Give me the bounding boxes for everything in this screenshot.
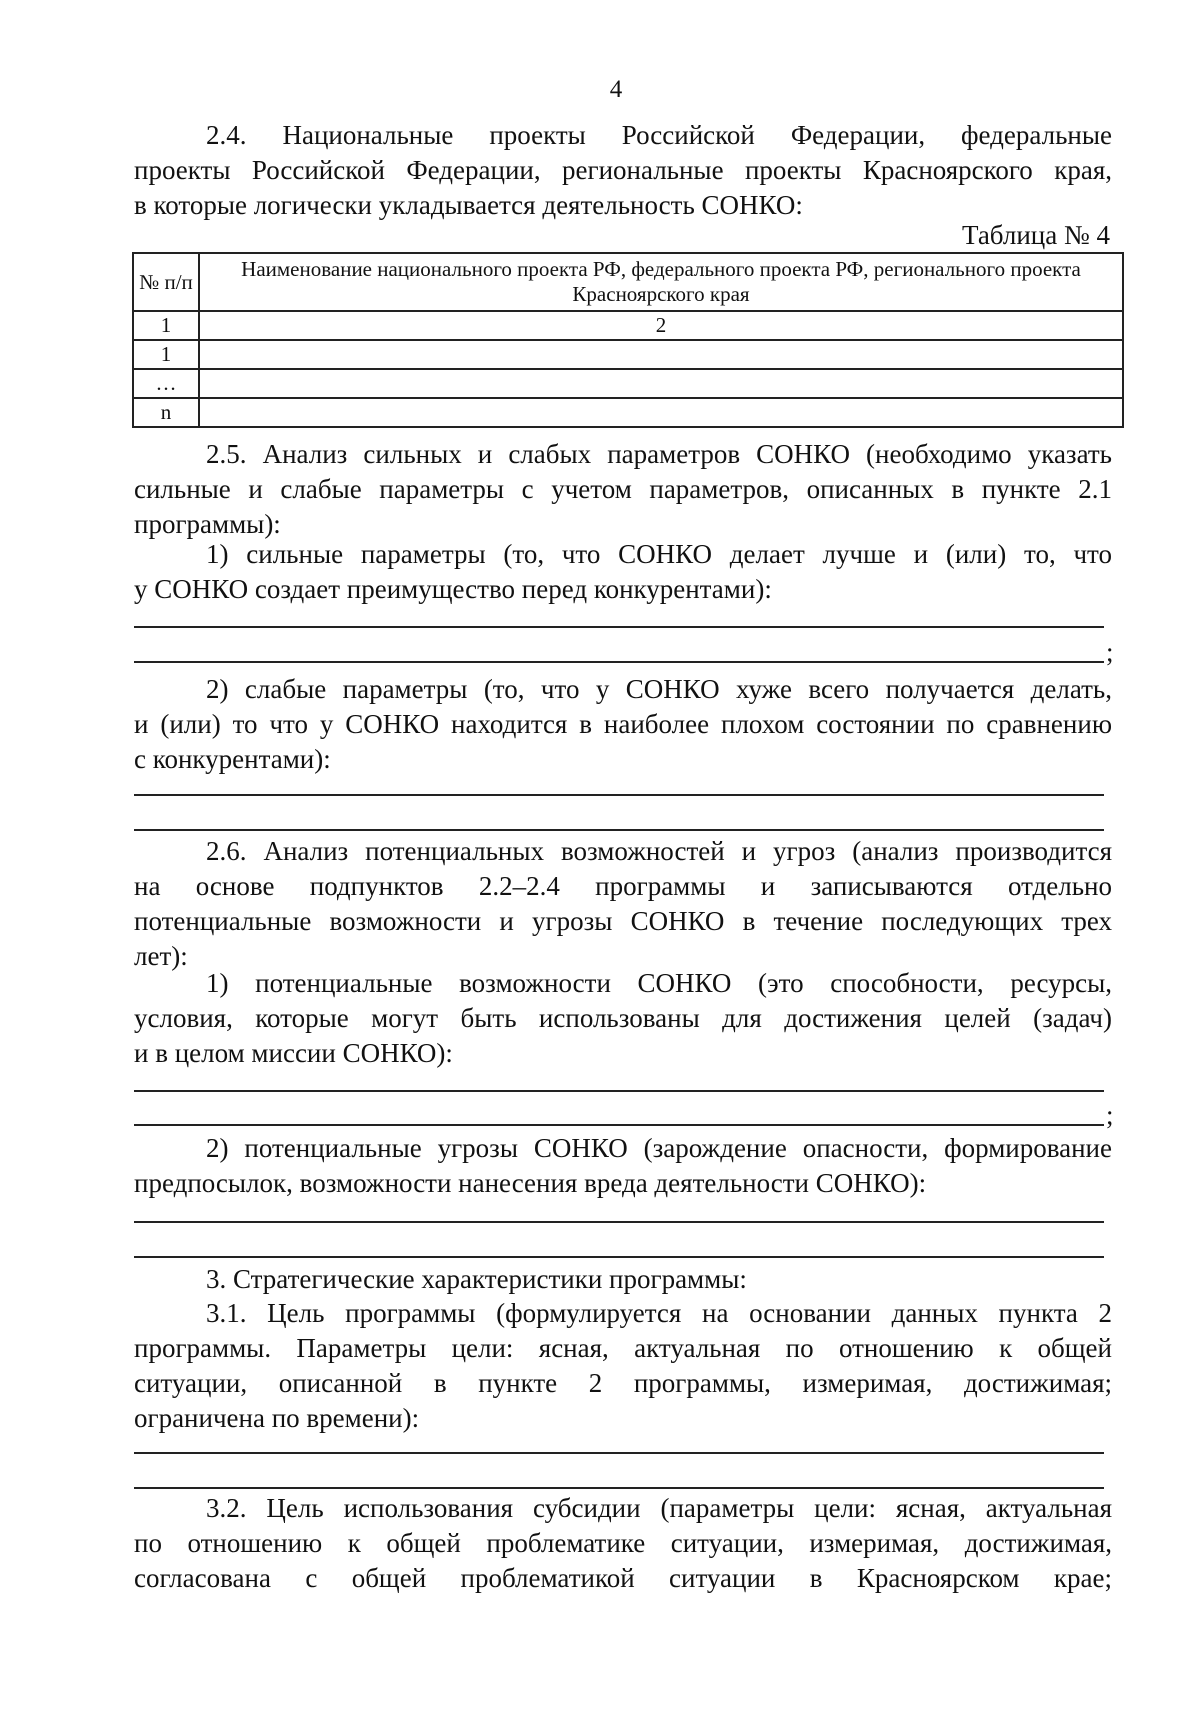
section-2-4-paragraph [134,118,1112,223]
fill-in-line [134,661,1104,663]
text-line: 1) сильные параметры (то, что СОНКО делает лучше и (или) то, что [206,539,1112,569]
text-line: по отношению к общей проблематике ситуации, измеримая, достижимая, [134,1528,1112,1558]
semicolon: ; [1106,1100,1114,1130]
section-3-2-paragraph [134,1491,1112,1596]
table-row [133,369,1123,398]
row-name-cell [199,398,1123,427]
text-line: 2) потенциальные угрозы СОНКО (зарождение опасности, формирование [206,1133,1112,1163]
text-line: ситуации, описанной в пункте 2 программы, измеримая, достижимая; [134,1368,1112,1398]
projects-table [132,252,1124,428]
fill-in-line [134,829,1104,831]
text-line: лет): [134,941,188,971]
table-row [133,311,1123,340]
header-name-cell: Наименование национального проекта РФ, федерального проекта РФ, регионального проекта Красноярского края [199,253,1123,311]
text-line: и (или) то что у СОНКО находится в наиболее плохом состоянии по сравнению [134,709,1112,739]
header-num-cell: № п/п [133,253,199,311]
text-line: 2.5. Анализ сильных и слабых параметров СОНКО (необходимо указать [206,439,1112,469]
row-num-cell: 1 [133,311,199,340]
text-line: программы. Параметры цели: ясная, актуальная по отношению к общей [134,1333,1112,1363]
fill-in-line [134,1256,1104,1258]
threats-paragraph [134,1131,1112,1201]
fill-in-line [134,626,1104,628]
row-name-cell [199,340,1123,369]
table-row [133,340,1123,369]
fill-in-line [134,1090,1104,1092]
text-line: 2.4. Национальные проекты Российской Федерации, федеральные [206,120,1112,150]
text-line: в которые логически укладывается деятельность СОНКО: [134,190,803,220]
text-line: и в целом миссии СОНКО): [134,1038,453,1068]
text-line: на основе подпунктов 2.2–2.4 программы и записываются отдельно [134,871,1112,901]
page-number: 4 [609,76,623,103]
weak-params-paragraph [134,672,1112,777]
text-line: проекты Российской Федерации, региональные проекты Красноярского края, [134,155,1112,185]
row-name-cell [199,369,1123,398]
row-num-cell: … [133,369,199,398]
fill-in-line [134,1452,1104,1454]
fill-in-line [134,1221,1104,1223]
row-num-cell: n [133,398,199,427]
table-header-row [133,253,1123,311]
table-caption: Таблица № 4 [962,220,1110,250]
section-2-5-paragraph [134,437,1112,542]
semicolon: ; [1106,637,1114,667]
section-3-title [134,1262,1112,1297]
text-line: 1) потенциальные возможности СОНКО (это способности, ресурсы, [206,968,1112,998]
fill-in-line [134,1487,1104,1489]
row-num-cell: 1 [133,340,199,369]
text-line: 3. Стратегические характеристики программы: [206,1264,747,1294]
text-line: 3.2. Цель использования субсидии (параметры цели: ясная, актуальная [206,1493,1112,1523]
section-3-1-paragraph [134,1296,1112,1436]
text-line: 2) слабые параметры (то, что у СОНКО хуже всего получается делать, [206,674,1112,704]
text-line: согласована с общей проблематикой ситуации в Красноярском крае; [134,1563,1112,1593]
row-name-cell: 2 [199,311,1123,340]
text-line: с конкурентами): [134,744,331,774]
text-line: условия, которые могут быть использованы для достижения целей (задач) [134,1003,1112,1033]
strong-params-paragraph [134,537,1112,607]
text-line: ограничена по времени): [134,1403,420,1433]
text-line: потенциальные возможности и угрозы СОНКО в течение последующих трех [134,906,1112,936]
fill-in-line [134,794,1104,796]
text-line: 2.6. Анализ потенциальных возможностей и угроз (анализ производится [206,836,1112,866]
section-2-6-paragraph [134,834,1112,974]
text-line: предпосылок, возможности нанесения вреда деятельности СОНКО): [134,1168,927,1198]
text-line: программы): [134,509,281,539]
table-row [133,398,1123,427]
text-line: сильные и слабые параметры с учетом параметров, описанных в пункте 2.1 [134,474,1112,504]
text-line: у СОНКО создает преимущество перед конкурентами): [134,574,772,604]
fill-in-line [134,1124,1104,1126]
text-line: 3.1. Цель программы (формулируется на основании данных пункта 2 [206,1298,1112,1328]
opportunities-paragraph [134,966,1112,1071]
